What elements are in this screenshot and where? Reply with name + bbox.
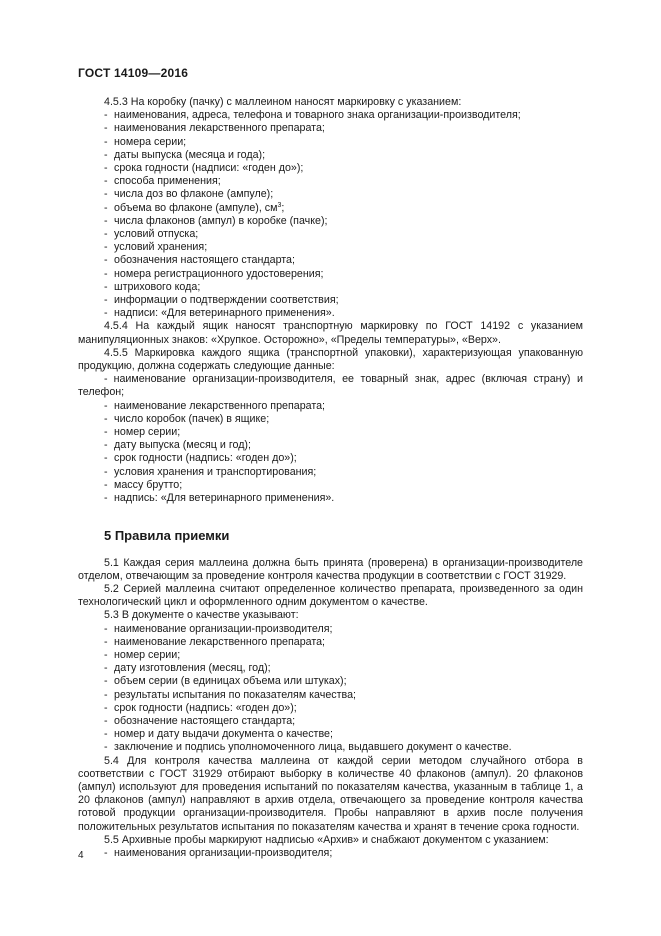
list-item: - наименование лекарственного препарата; [104, 399, 326, 412]
list-item: - объема во флаконе (ампуле), $см^3$; [104, 201, 285, 214]
list-item: - условий хранения; [104, 241, 208, 254]
list-item: - наименование организации-производителя; [104, 622, 333, 635]
clause-5-5-list [78, 847, 583, 860]
list-item: - срока годности (надписи: «годен до»); [104, 162, 304, 175]
list-item: - даты выпуска (месяца и года); [104, 148, 266, 161]
clause-5-2: 5.2 Серией маллеина считают определенное количество препарата, произведенного за один технологический цикл и оформленного одним документом о качестве. [78, 582, 583, 609]
list-item: - результаты испытания по показателям качества; [104, 688, 356, 701]
clause-4-5-5-intro: 4.5.5 Маркировка каждого ящика (транспортной упаковки), характеризующая упакованную продукцию, должна содержать следующие данные: [78, 346, 583, 373]
list-item: - наименование организации-производителя, ее товарный знак, адрес (включая страну) и телефон; [78, 373, 583, 399]
list-item: - номер и дату выдачи документа о качестве; [104, 728, 333, 741]
list-item: - заключение и подпись уполномоченного лица, выдавшего документ о качестве. [104, 741, 512, 754]
clause-4-5-3-list [78, 109, 583, 320]
list-item: - дату изготовления (месяц, год); [104, 662, 271, 675]
list-item: - обозначения настоящего стандарта; [104, 254, 295, 267]
document-header: ГОСТ 14109—2016 [78, 66, 189, 80]
section-title: 5 Правила приемки [104, 528, 230, 544]
list-item: - надпись: «Для ветеринарного применения». [104, 492, 335, 505]
list-item: - число коробок (пачек) в ящике; [104, 412, 270, 425]
list-item: - номера серии; [104, 135, 187, 148]
list-item: - информации о подтверждении соответствия; [104, 294, 339, 307]
list-item: - массу брутто; [104, 478, 183, 491]
list-item: - условий отпуска; [104, 228, 199, 241]
clause-5-4: 5.4 Для контроля качества маллеина от каждой серии методом случайного отбора в соответствии с ГОСТ 31929 отбирают выборку в количестве 40 флаконов (ампул). 20 флаконов (ампул) используют для проведения испытаний по показателям качества, указанным в таблице 1, а 20 флаконов (ампул) направляют в архив отдела, отвечающего за проведение контроля качества готовой продукции организации-производителя. Пробы направляют в архив после получения положительных результатов испытания по показателям качества и хранят в течение срока годности. [78, 754, 583, 833]
clause-5-1: 5.1 Каждая серия маллеина должна быть принята (проверена) в организации-производителе отделом, отвечающим за проведение контроля качества продукции в соответствии с ГОСТ 31929. [78, 556, 583, 582]
page-number: 4 [78, 850, 84, 861]
list-item: - срок годности (надпись: «годен до»); [104, 452, 297, 465]
list-item: - наименования организации-производителя; [104, 846, 333, 859]
clause-4-5-3-intro: 4.5.3 На коробку (пачку) с маллеином наносят маркировку с указанием: [104, 96, 462, 108]
list-item: - условия хранения и транспортирования; [104, 465, 317, 478]
list-item: - штрихового кода; [104, 280, 201, 293]
list-item: - срок годности (надпись: «годен до»); [104, 701, 297, 714]
clause-5-5-intro: 5.5 Архивные пробы маркируют надписью «Архив» и снабжают документом с указанием: [104, 833, 549, 846]
list-item: - наименования лекарственного препарата; [104, 122, 325, 135]
list-item: - наименования, адреса, телефона и товарного знака организации-производителя; [104, 109, 521, 122]
list-item: - числа доз во флаконе (ампуле); [104, 188, 274, 201]
list-item: - наименование лекарственного препарата; [104, 635, 326, 648]
list-item: - номер серии; [104, 426, 181, 439]
superscript: 3 [277, 201, 282, 209]
list-item: - обозначение настоящего стандарта; [104, 714, 296, 727]
list-item: - числа флаконов (ампул) в коробке (пачке); [104, 214, 328, 227]
list-item: - надписи: «Для ветеринарного применения». [104, 307, 335, 320]
document-body [78, 96, 583, 860]
clause-5-3-list [78, 623, 583, 755]
list-item: - дату выпуска (месяц и год); [104, 439, 251, 452]
list-item: - номера регистрационного удостоверения; [104, 267, 324, 280]
list-item: - способа применения; [104, 175, 221, 188]
clause-4-5-5-list [78, 373, 583, 505]
clause-4-5-4: 4.5.4 На каждый ящик наносят транспортную маркировку по ГОСТ 14192 с указанием манипуляционных знаков: «Хрупкое. Осторожно», «Пределы температуры», «Верх». [78, 320, 583, 346]
list-item: - номер серии; [104, 648, 181, 661]
clause-5-3-intro: 5.3 В документе о качестве указывают: [104, 609, 299, 622]
list-item: - объем серии (в единицах объема или штуках); [104, 675, 347, 688]
